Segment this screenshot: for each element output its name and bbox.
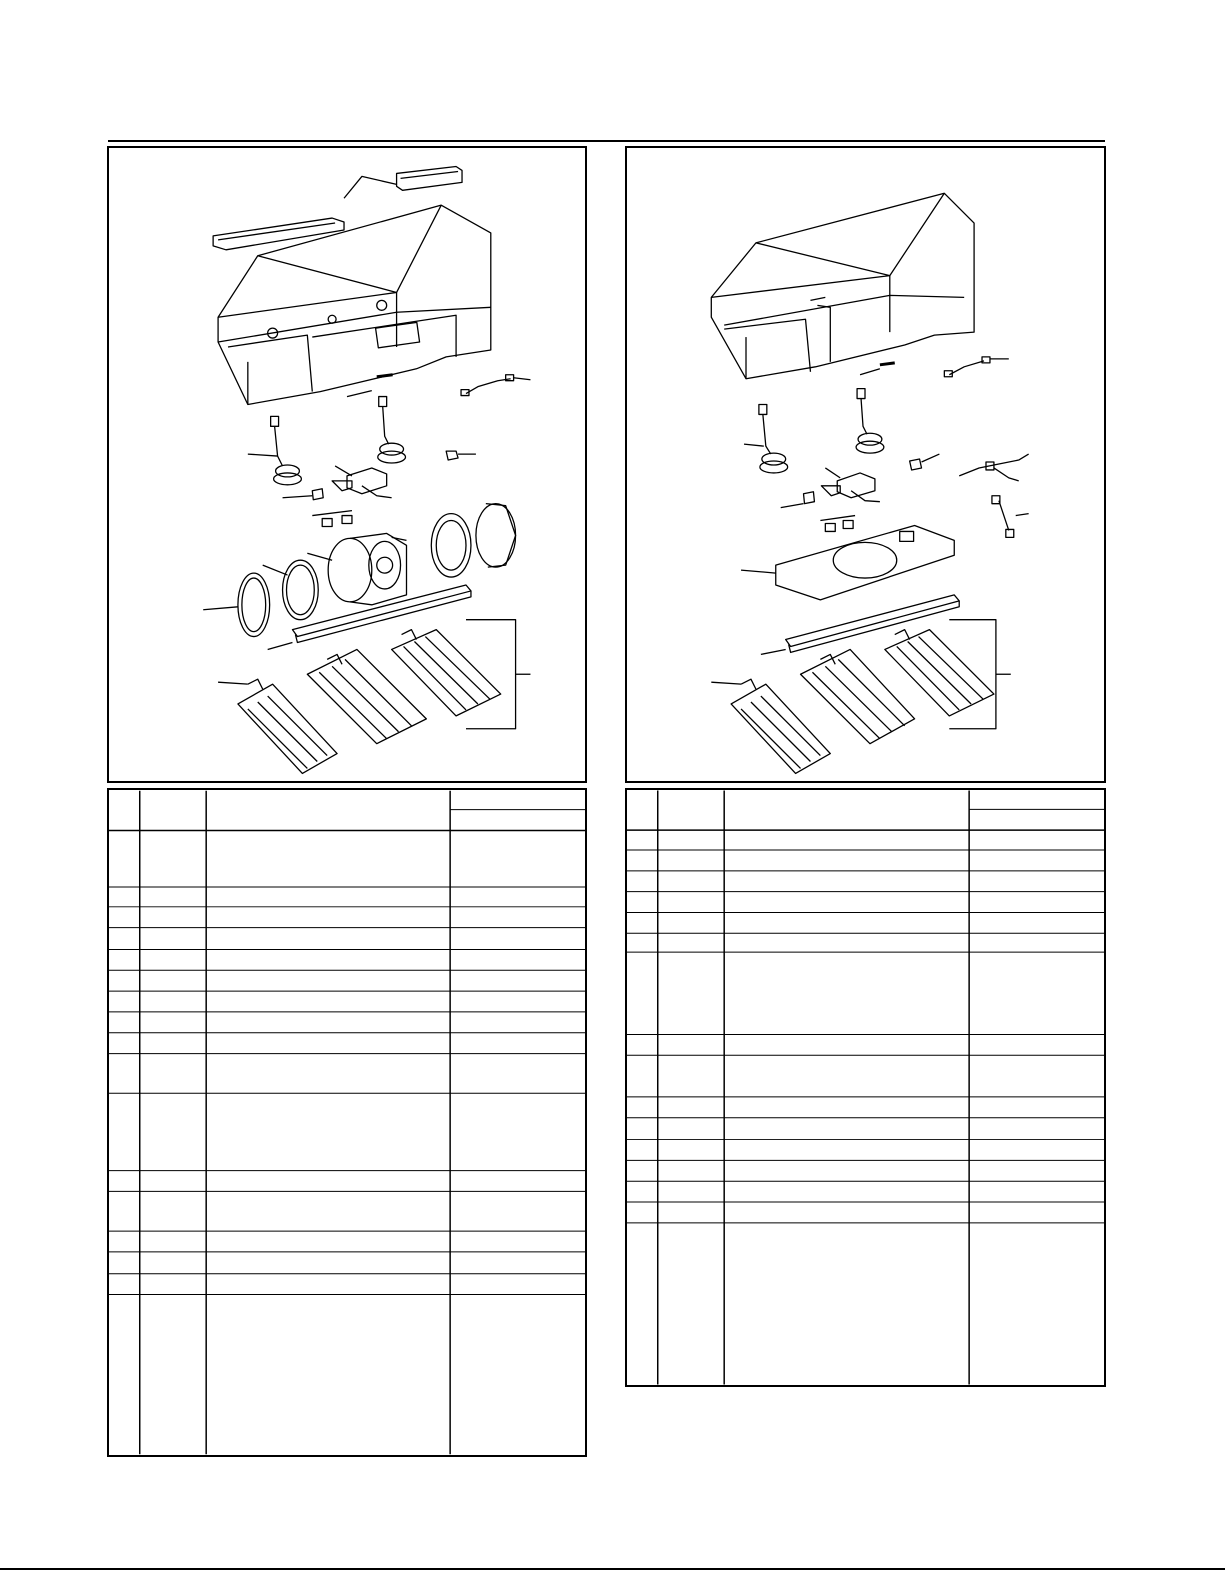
hood-body-part [218, 205, 491, 404]
knob-part [820, 516, 855, 532]
hood-body-part [711, 193, 974, 378]
light-socket-part [744, 405, 788, 473]
parts-table-grid-left [109, 790, 585, 1455]
screw-part [377, 375, 393, 377]
parts-table-grid-right [627, 790, 1104, 1385]
grille-part [203, 560, 318, 636]
exploded-diagram-left [107, 146, 587, 783]
power-cord-part [959, 454, 1028, 644]
rail-part [268, 585, 471, 649]
rail-part [761, 595, 959, 655]
knob-part [312, 511, 352, 527]
exploded-diagram-right [625, 146, 1106, 783]
parts-table-left [107, 788, 587, 1457]
wire-harness-part [461, 375, 530, 396]
clip-part [910, 454, 940, 470]
blower-motor-part [307, 533, 406, 604]
screw-part [880, 363, 895, 365]
exploded-view-illustration-left [109, 148, 585, 781]
exploded-view-illustration-right [627, 148, 1104, 781]
grease-filter-part [711, 620, 1010, 774]
light-socket-part [378, 397, 406, 463]
filter-cover-part [431, 504, 515, 577]
callout-leader [860, 369, 880, 375]
switch-box-part [781, 468, 880, 508]
blower-plate-part [741, 525, 954, 599]
light-socket-part [856, 389, 884, 453]
parts-table-right [625, 788, 1106, 1387]
wire-harness-part [944, 357, 1008, 377]
light-socket-part [248, 416, 302, 484]
clip-part [446, 451, 476, 460]
page-header-rule [108, 140, 1105, 142]
grease-filter-part [218, 620, 530, 774]
page-footer-rule [0, 1568, 1225, 1570]
callout-leader [347, 391, 372, 397]
